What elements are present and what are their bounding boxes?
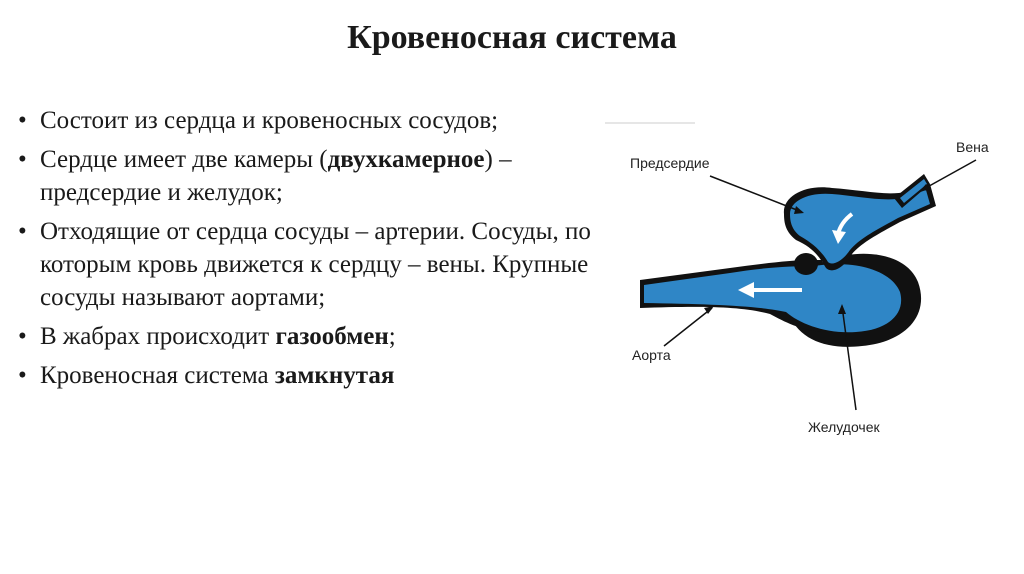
bullet-text: Сердце имеет две камеры (	[40, 146, 328, 173]
bullet-text: В жабрах происходит	[40, 323, 276, 350]
bullet-text: Состоит из сердца и кровеносных сосудов;	[40, 107, 499, 134]
bullet-bold-text: замкнутая	[274, 362, 395, 389]
bullet-bold-text: двухкамерное	[327, 146, 485, 173]
bullet-text: Кровеносная система	[40, 362, 275, 389]
fish-heart-diagram	[600, 110, 1010, 450]
bullet-text: Отходящие от сердца сосуды – артерии. Сосуды, по которым кровь движется к сердцу – вены. Крупные сосуды называют аортами;	[40, 218, 591, 311]
bullet-text: ;	[388, 323, 396, 350]
pointer-atrium	[710, 176, 802, 212]
bullet-item	[18, 143, 608, 209]
ventricle-body	[644, 264, 901, 332]
pointer-aorta	[664, 308, 712, 346]
bullet-item	[18, 320, 608, 353]
valve-bulb	[794, 253, 818, 275]
label-atrium: Предсердие	[630, 155, 710, 171]
bullet-text: ) – предсердие и желудок;	[40, 146, 512, 206]
bullet-item	[18, 215, 608, 314]
bullet-bold-text: газообмен	[275, 323, 389, 350]
bullet-item	[18, 359, 608, 392]
slide-title: Кровеносная система	[347, 19, 677, 56]
bullet-item	[18, 104, 608, 137]
label-ventricle: Желудочек	[808, 419, 880, 435]
label-aorta: Аорта	[632, 347, 671, 363]
label-vein: Вена	[956, 139, 989, 155]
pointer-vein	[922, 160, 976, 190]
bullet-list	[18, 104, 608, 398]
